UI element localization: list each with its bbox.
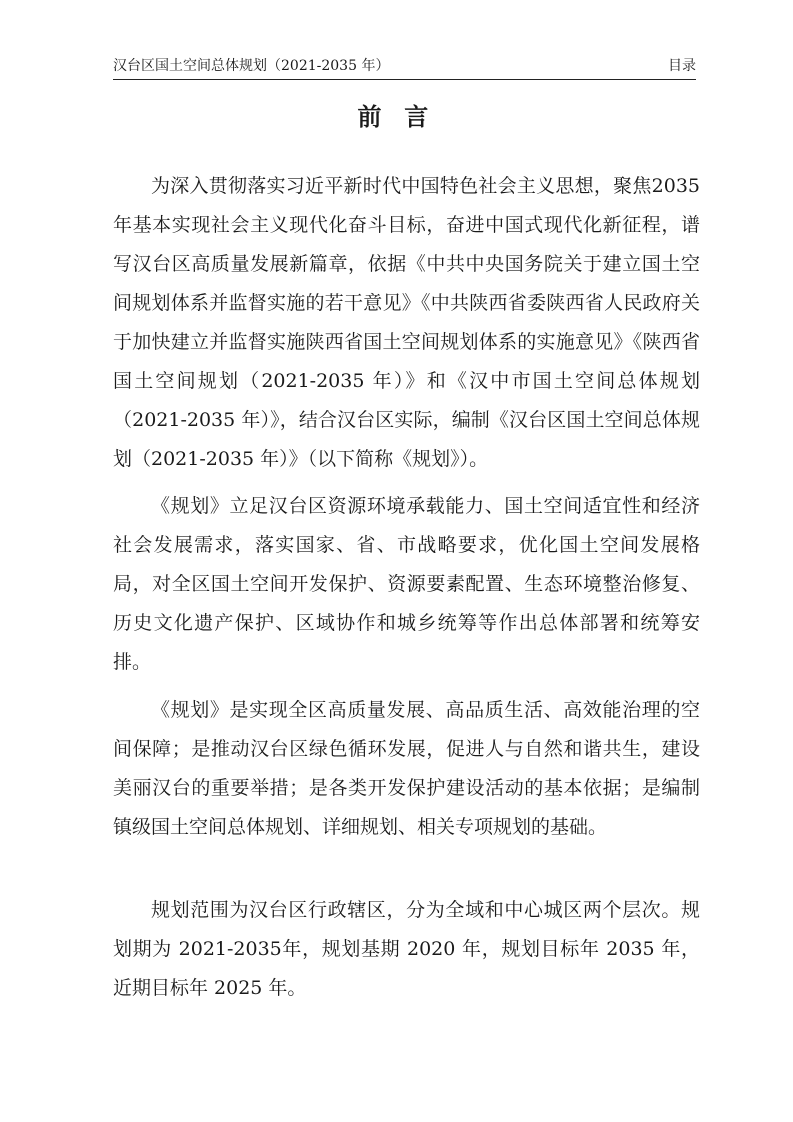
page-header	[113, 53, 696, 80]
header-document-title: 汉台区国土空间总体规划（2021-2035 年）	[113, 58, 390, 74]
page-title: 前 言	[357, 103, 436, 131]
body-paragraph-4-block	[113, 891, 700, 1008]
body-paragraph: 《规划》立足汉台区资源环境承载能力、国土空间适宜性和经济社会发展需求，落实国家、省、市战略要求，优化国土空间发展格局，对全区国土空间开发保护、资源要素配置、生态环境整治修复、历史文化遗产保护、区域协作和城乡统筹等作出总体部署和统筹安排。	[113, 495, 700, 673]
body-paragraph: 为深入贯彻落实习近平新时代中国特色社会主义思想，聚焦2035 年基本实现社会主义现代化奋斗目标，奋进中国式现代化新征程，谱写汉台区高质量发展新篇章，依据《中共中央国务院关于建立国土空间规划体系并监督实施的若干意见》《中共陕西省委陕西省人民政府关于加快建立并监督实施陕西省国土空间规划体系的实施意见》《陕西省国土空间规划（2021-2035 年）》和《汉中市国土空间总体规划（2021-2035 年）》，结合汉台区实际，编制《汉台区国土空间总体规划（2021-2035 年）》（以下简称《规划》）。	[113, 175, 700, 470]
body-paragraph-2-block	[113, 487, 700, 682]
body-paragraph-1-block	[113, 167, 700, 479]
header-section-label: 目录	[668, 58, 696, 74]
body-paragraph: 《规划》是实现全区高质量发展、高品质生活、高效能治理的空间保障；是推动汉台区绿色循环发展，促进人与自然和谐共生，建设美丽汉台的重要举措；是各类开发保护建设活动的基本依据；是编制镇级国土空间总体规划、详细规划、相关专项规划的基础。	[113, 699, 700, 838]
body-paragraph-3-block	[113, 691, 700, 847]
body-paragraph: 规划范围为汉台区行政辖区，分为全域和中心城区两个层次。规划期为 2021-2035年，规划基期 2020 年，规划目标年 2035 年，近期目标年 2025 年。	[113, 899, 700, 999]
